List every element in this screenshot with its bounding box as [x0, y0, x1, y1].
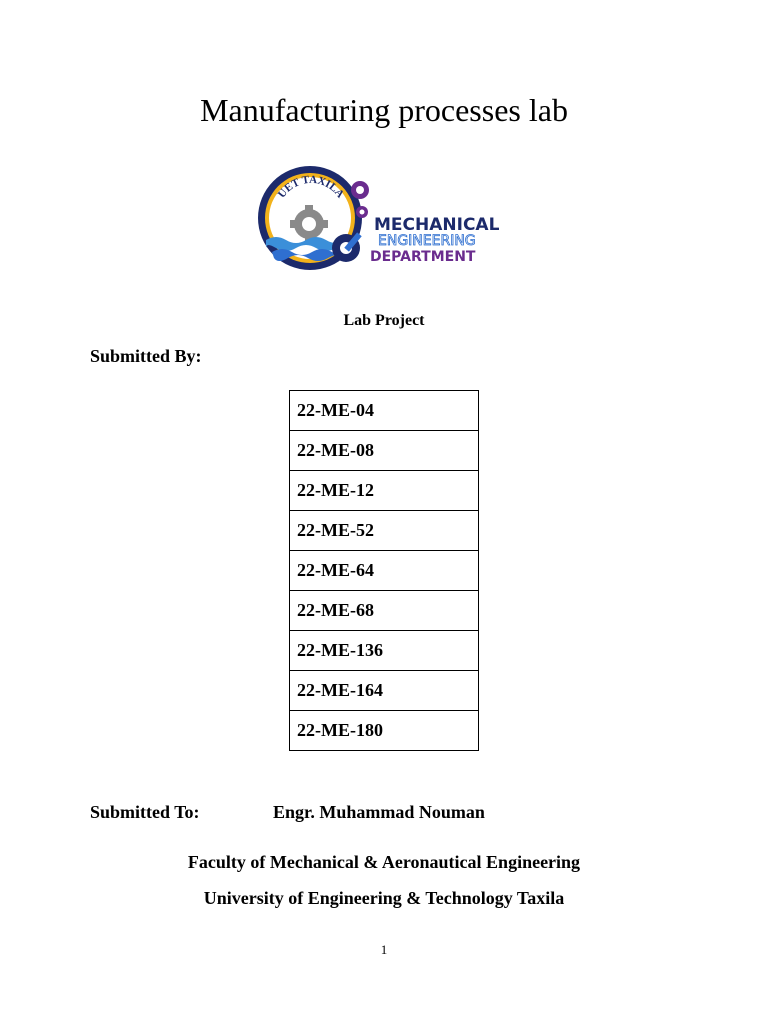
- supervisor-name: Engr. Muhammad Nouman: [273, 802, 485, 822]
- submitted-to-label: Submitted To:: [90, 802, 200, 822]
- roll-number-cell: 22-ME-136: [290, 631, 479, 671]
- table-row: [290, 391, 479, 431]
- roll-number-cell: 22-ME-68: [290, 591, 479, 631]
- faculty-name: Faculty of Mechanical & Aeronautical Engineering: [187, 852, 581, 872]
- table-row: [290, 551, 479, 591]
- table-row: [290, 431, 479, 471]
- svg-text:DEPARTMENT: DEPARTMENT: [370, 249, 476, 265]
- university-name: University of Engineering & Technology Taxila: [203, 888, 565, 908]
- roll-number-cell: 22-ME-64: [290, 551, 479, 591]
- table-row: [290, 631, 479, 671]
- table-row: [290, 591, 479, 631]
- roll-number-table: [289, 390, 479, 751]
- roll-number-cell: 22-ME-164: [290, 671, 479, 711]
- table-row: [290, 671, 479, 711]
- roll-number-cell: 22-ME-12: [290, 471, 479, 511]
- page-number: 1: [380, 942, 388, 957]
- svg-text:ENGINEERING: ENGINEERING: [378, 233, 476, 249]
- table-row: [290, 711, 479, 751]
- department-logo: [252, 164, 520, 274]
- lab-project-heading: Lab Project: [343, 312, 425, 329]
- roll-number-cell: 22-ME-04: [290, 391, 479, 431]
- svg-text:MECHANICAL: MECHANICAL: [374, 215, 500, 235]
- table-row: [290, 511, 479, 551]
- submitted-by-label: Submitted By:: [90, 346, 202, 366]
- roll-number-cell: 22-ME-08: [290, 431, 479, 471]
- roll-number-cell: 22-ME-52: [290, 511, 479, 551]
- svg-text:UET TAXILA: UET TAXILA: [275, 173, 347, 201]
- table-row: [290, 471, 479, 511]
- roll-number-cell: 22-ME-180: [290, 711, 479, 751]
- document-title: Manufacturing processes lab: [200, 92, 568, 128]
